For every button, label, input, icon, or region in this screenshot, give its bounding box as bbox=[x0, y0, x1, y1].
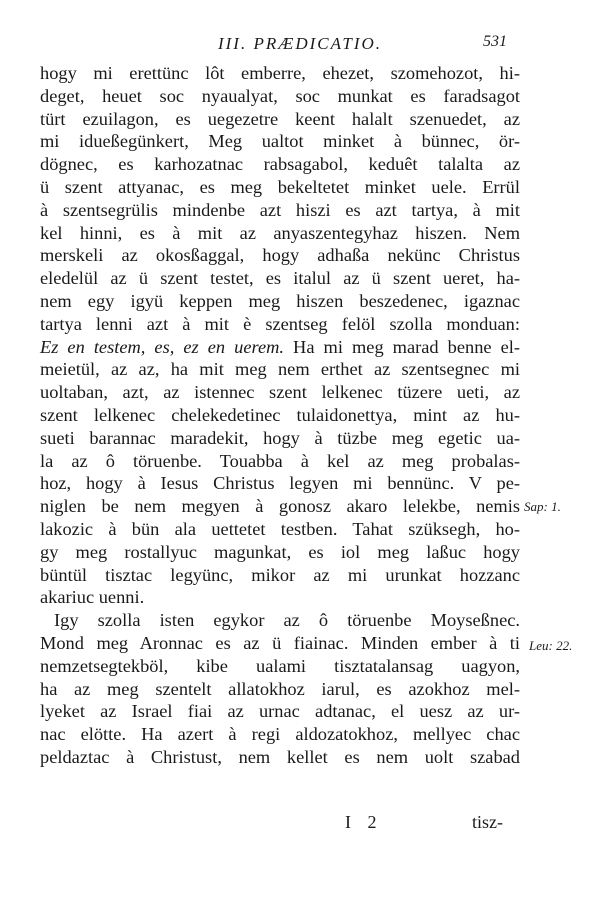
running-title: III. PRÆDICATIO. bbox=[217, 34, 383, 53]
text-line: niglen be nem megyen à gonosz akaro lelekbe, nemis bbox=[40, 496, 520, 517]
text-line: kel hinni, es à mit az anyaszentegyhaz hiszen. Nem bbox=[40, 222, 520, 243]
text-line: lakozic à bün ala uettetet testben. Tahat szüksegh, ho- bbox=[40, 518, 520, 539]
text-line: sueti barannac maradekit, hogy à tüzbe meg egetic ua- bbox=[40, 427, 520, 448]
signature-mark: I 2 bbox=[345, 812, 383, 832]
text-line: deget, heuet soc nyaualyat, soc munkat es faradsagot bbox=[40, 85, 520, 106]
text-line-with-quote bbox=[40, 336, 520, 359]
catchword: tisz- bbox=[472, 812, 503, 832]
text-segment: Ha mi meg marad benne el- bbox=[293, 336, 520, 357]
text-line: ü szent attyanac, es meg bekeltetet minket uele. Errül bbox=[40, 176, 520, 197]
paragraph-start-line: Igy szolla isten egykor az ô töruenbe Moyseßnec. bbox=[54, 610, 520, 631]
text-line: merskeli az okosßaggal, hogy adhaßa nekünc Christus bbox=[40, 245, 520, 266]
text-line: nemzetsegtekböl, kibe ualami tisztatalansag uagyon, bbox=[40, 655, 520, 676]
text-line: meietül, az az, ha mit meg nem erthet az szentsegnec mi bbox=[40, 359, 520, 380]
main-text bbox=[40, 62, 520, 769]
text-line: mi idueßegünkert, Meg ualtot minket à bünnec, ör- bbox=[40, 131, 520, 152]
margin-note-leu: Leu: 22. bbox=[529, 638, 573, 653]
text-line: hoz, hogy à Iesus Christus legyen mi bennünc. V pe- bbox=[40, 473, 520, 494]
text-line: akariuc uenni. bbox=[40, 587, 145, 608]
text-line: szent lelkenec chelekedetinec tulaidonettya, mint az hu- bbox=[40, 404, 520, 425]
text-line: türt ezuilagon, es uegezetre keent halalt szenuedet, az bbox=[40, 108, 520, 129]
margin-note-sap: Sap: 1. bbox=[524, 499, 561, 514]
text-line: à szentsegrülis mindenbe azt hiszi es azt tartya, à mit bbox=[40, 199, 520, 220]
italic-quote: Ez en testem, es, ez en uerem. bbox=[40, 336, 284, 357]
text-line: peldaztac à Christust, nem kellet es nem uolt szabad bbox=[40, 746, 520, 767]
page-number: 531 bbox=[483, 33, 507, 50]
text-line: ha az meg szentelt allatokhoz iarul, es azokhoz mel- bbox=[40, 678, 520, 699]
text-line: nac elötte. Ha azert à regi aldozatokhoz, mellyec chac bbox=[40, 724, 520, 745]
text-line: hogy mi erettünc lôt emberre, ehezet, szomehozot, hi- bbox=[40, 63, 520, 83]
text-line: dögnec, es karhozatnac rabsagabol, keduêt talalta az bbox=[40, 154, 520, 175]
text-line: gy meg rostallyuc magunkat, es iol meg laßuc hogy bbox=[40, 541, 520, 562]
text-line: uoltaban, azt, az istennec szent lelkenec tüzere ueti, az bbox=[40, 382, 520, 403]
text-line: tartya lenni azt à mit è szentseg felöl szolla monduan: bbox=[40, 313, 520, 334]
text-line: la az ô töruenbe. Touabba à kel az meg probalas- bbox=[40, 450, 520, 471]
text-line: büntül tisztac legyünc, mikor az mi urunkat hozzanc bbox=[40, 564, 520, 585]
text-line: nem egy igyü keppen meg hiszen beszedenec, igaznac bbox=[40, 290, 520, 311]
text-line: lyeket az Israel fiai az urnac adtanac, el uesz az ur- bbox=[40, 701, 520, 722]
text-line: Mond meg Aronnac es az ü fiainac. Minden ember à ti bbox=[40, 632, 520, 653]
text-line: eledelül az ü szent testet, es italul az ü szent ueret, ha- bbox=[40, 268, 520, 289]
